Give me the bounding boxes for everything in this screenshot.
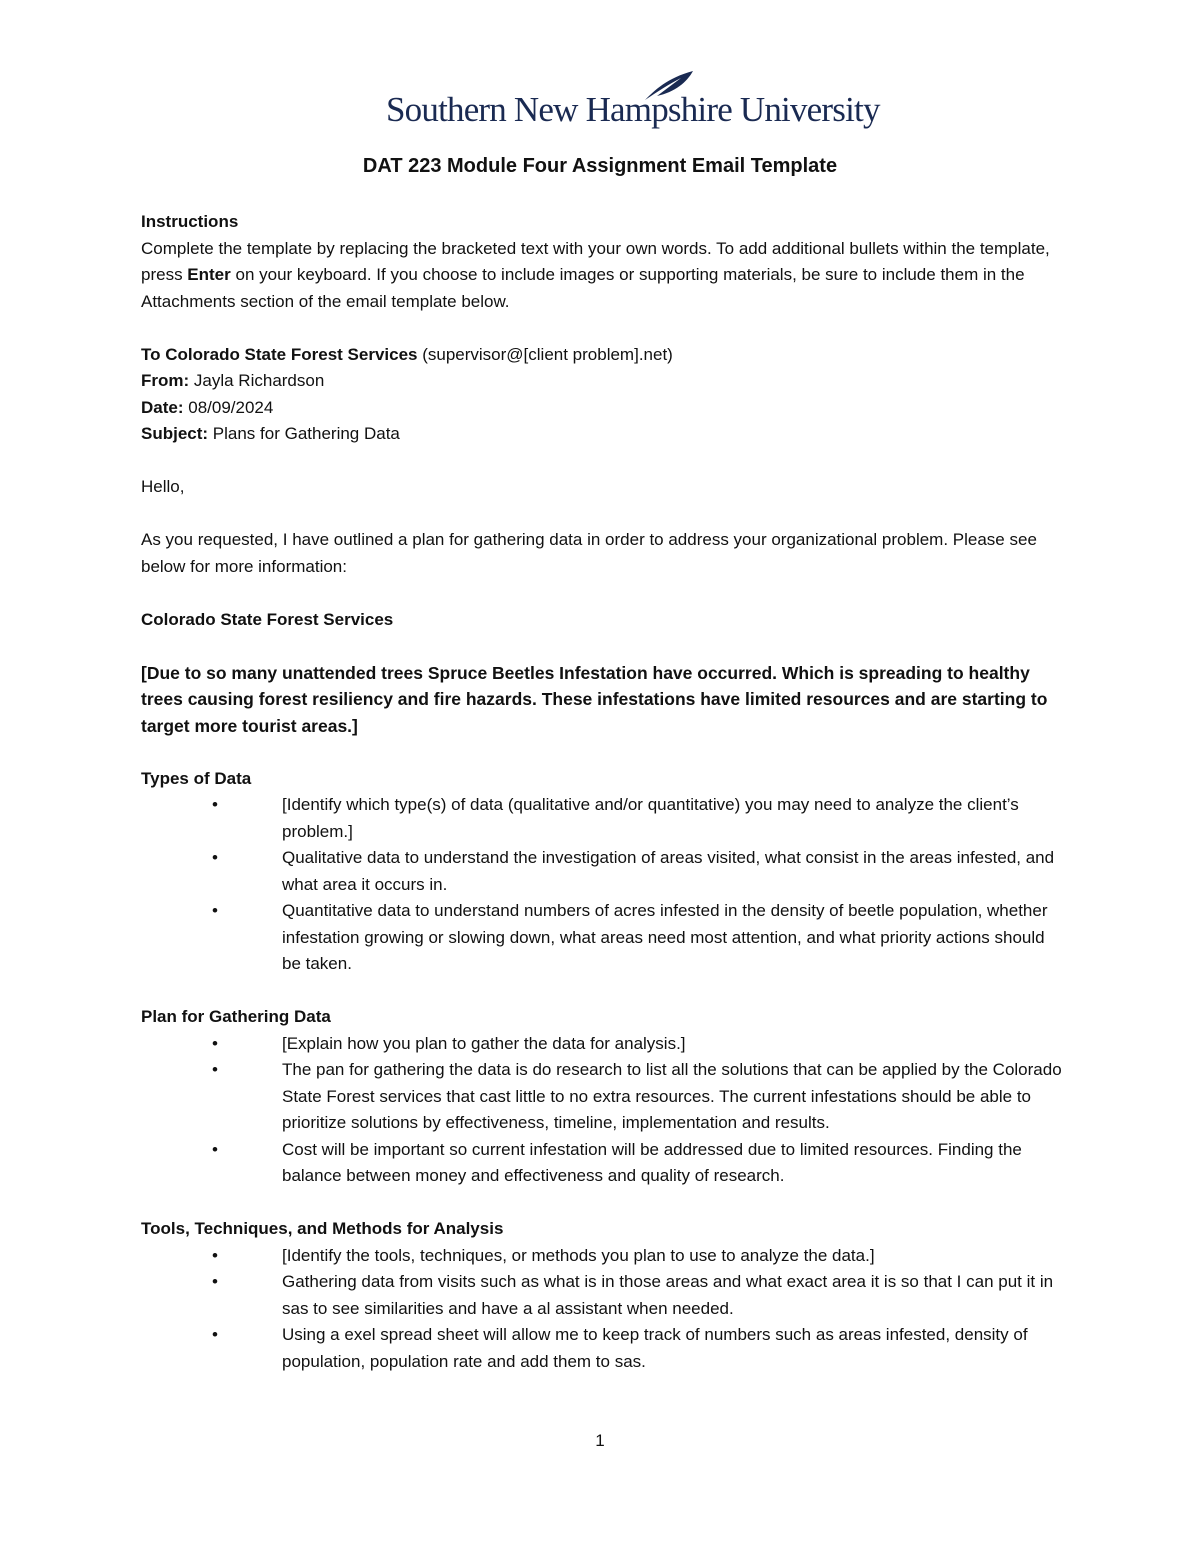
- logo-wordmark: Southern New Hampshire University: [386, 90, 880, 129]
- date-value: 08/09/2024: [183, 397, 274, 417]
- document-title: DAT 223 Module Four Assignment Email Template: [362, 155, 838, 177]
- email-subject-line: [141, 421, 1066, 448]
- list-item: • Qualitative data to understand the investigation of areas visited, what consist in the areas infested, and what area it occurs in.: [141, 845, 1066, 898]
- list-item: • Using a exel spread sheet will allow me to keep track of numbers such as areas infested, density of population, population rate and add them to sas.: [141, 1322, 1066, 1375]
- instructions-text-part-2: on your keyboard. If you choose to include images or supporting materials, be sure to include them in the Attachments section of the email template below.: [141, 265, 1025, 311]
- problem-statement: [Due to so many unattended trees Spruce Beetles Infestation have occurred. Which is spreading to healthy trees causing forest resiliency and fire hazards. These infestations have limited resources and are starting to target more tourist areas.]: [141, 662, 1048, 736]
- email-greeting: Hello,: [141, 477, 185, 496]
- from-label: From:: [141, 371, 190, 390]
- date-label: Date:: [141, 397, 184, 417]
- university-logo: [386, 68, 880, 140]
- email-from-line: [141, 368, 1066, 395]
- email-intro: As you requested, I have outlined a plan for gathering data in order to address your organizational problem. Please see below for more information:: [141, 530, 1037, 576]
- types-of-data-heading: Types of Data: [141, 768, 252, 788]
- list-item: • The pan for gathering the data is do research to list all the solutions that can be applied by the Colorado State Forest services that cast little to no extra resources. The current infestations should be able to prioritize solutions by effectiveness, timeline, implementation and results.: [141, 1057, 1066, 1137]
- subject-value: Plans for Gathering Data: [208, 424, 400, 443]
- instructions-text: [141, 236, 1066, 316]
- list-item: • [Identify which type(s) of data (qualitative and/or quantitative) you may need to analyze the client’s problem.]: [141, 792, 1066, 845]
- instructions-heading: Instructions: [141, 212, 239, 231]
- enter-key-label: Enter: [187, 265, 231, 284]
- document-body: [141, 209, 1066, 1375]
- list-item: • [Identify the tools, techniques, or methods you plan to use to analyze the data.]: [141, 1243, 1066, 1270]
- plan-list: [141, 1031, 1066, 1190]
- email-to-line: [141, 342, 1066, 369]
- page-number: 1: [595, 1431, 605, 1450]
- tools-list: [141, 1243, 1066, 1376]
- instructions-text-part-1: Complete the template by replacing the bracketed text with your own words. To add additional bullets within the template, press: [141, 238, 1050, 284]
- client-name: Colorado State Forest Services: [141, 609, 394, 629]
- list-item: • [Explain how you plan to gather the data for analysis.]: [141, 1031, 1066, 1058]
- tools-heading: Tools, Techniques, and Methods for Analysis: [141, 1219, 504, 1238]
- list-item: • Cost will be important so current infestation will be addressed due to limited resources. Finding the balance between money and effectiveness and quality of research.: [141, 1137, 1066, 1190]
- to-label: To Colorado State Forest Services: [141, 344, 418, 364]
- types-of-data-list: [141, 792, 1066, 978]
- to-value: (supervisor@[client problem].net): [417, 344, 673, 364]
- plan-heading: Plan for Gathering Data: [141, 1007, 331, 1026]
- email-date-line: [141, 395, 1066, 422]
- list-item: • Gathering data from visits such as what is in those areas and what exact area it is so that I can put it in sas to see similarities and have a al assistant when needed.: [141, 1269, 1066, 1322]
- list-item: • Quantitative data to understand numbers of acres infested in the density of beetle population, whether infestation growing or slowing down, what areas need most attention, and what priority actions should be taken.: [141, 898, 1066, 978]
- from-value: Jayla Richardson: [189, 371, 325, 390]
- subject-label: Subject:: [141, 424, 209, 443]
